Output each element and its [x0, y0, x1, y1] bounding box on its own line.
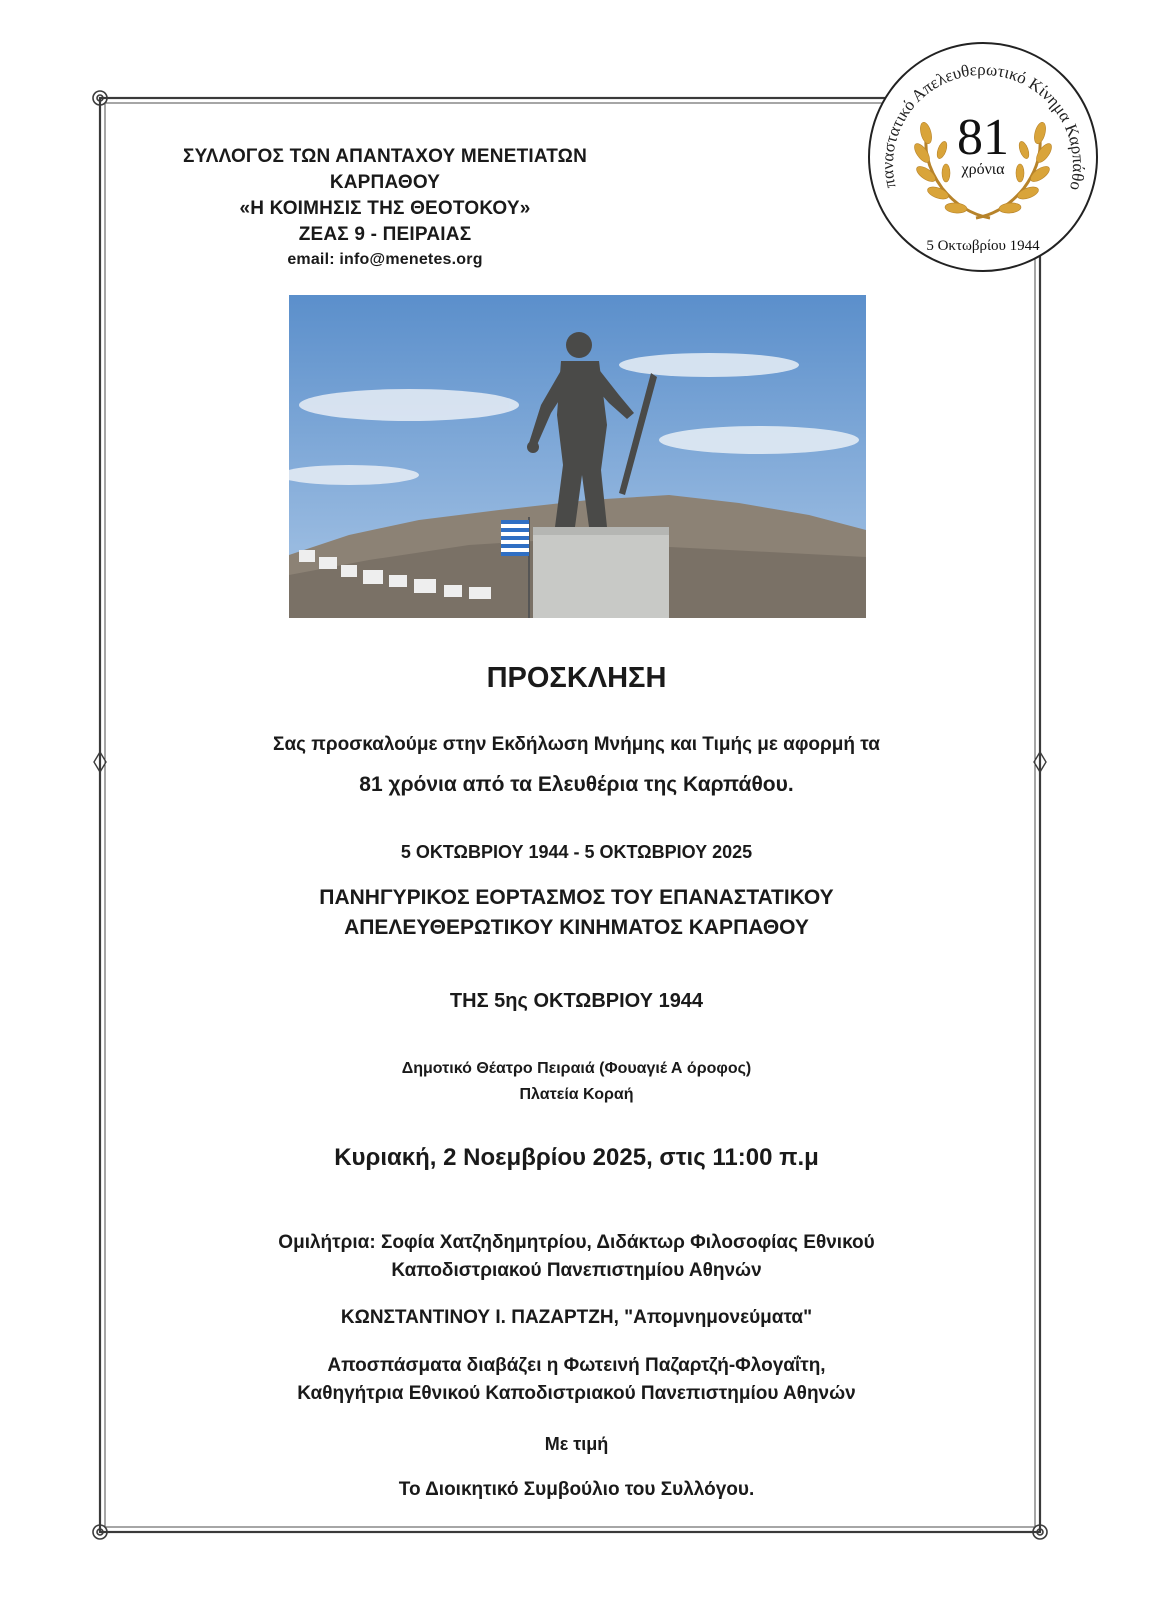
venue-square: Πλατεία Κοραή: [519, 1086, 634, 1103]
anniversary-dates: 5 ΟΚΤΩΒΡΙΟΥ 1944 - 5 ΟΚΤΩΒΡΙΟΥ 2025: [400, 842, 753, 862]
speaker-line1: Ομιλήτρια: Σοφία Χατζηδημητρίου, Διδάκτωρ Φιλοσοφίας Εθνικού: [278, 1232, 875, 1253]
association-island: ΚΑΡΠΑΘΟΥ: [329, 172, 441, 193]
seal-number: 81: [957, 109, 1009, 166]
reader: [100, 1352, 1053, 1408]
closing-honor: Με τιμή: [544, 1434, 609, 1454]
speaker-line2: Καποδιστριακού Πανεπιστημίου Αθηνών: [391, 1260, 762, 1281]
association-subtitle: «Η ΚΟΙΜΗΣΙΣ ΤΗΣ ΘΕΟΤΟΚΟΥ»: [239, 198, 531, 219]
uprising-date: ΤΗΣ 5ης ΟΚΤΩΒΡΙΟΥ 1944: [449, 990, 704, 1012]
association-name: ΣΥΛΛΟΓΟΣ ΤΩΝ ΑΠΑΝΤΑΧΟΥ ΜΕΝΕΤΙΑΤΩΝ: [182, 146, 588, 167]
seal-years: χρόνια: [961, 161, 1005, 178]
signature-board: Το Διοικητικό Συμβούλιο του Συλλόγου.: [398, 1479, 755, 1500]
celebration-heading-line2: ΑΠΕΛΕΥΘΕΡΩΤΙΚΟΥ ΚΙΝΗΜΑΤΟΣ ΚΑΡΠΑΘΟΥ: [344, 916, 809, 939]
invitation-intro: Σας προσκαλούμε στην Εκδήλωση Μνήμης και Τιμής με αφορμή τα: [273, 734, 880, 755]
event-datetime: Κυριακή, 2 Νοεμβρίου 2025, στις 11:00 π.μ: [334, 1144, 819, 1171]
association-header: [110, 144, 660, 272]
venue: [100, 1056, 1053, 1108]
association-address: ΖΕΑΣ 9 - ΠΕΙΡΑΙΑΣ: [298, 224, 472, 245]
seal-ring-text: παναστατικό Απελευθερωτικό Κίνημα Καρπάθο: [877, 59, 1089, 193]
association-email: email: info@menetes.org: [287, 251, 483, 268]
celebration-heading-line1: ΠΑΝΗΓΥΡΙΚΟΣ ΕΟΡΤΑΣΜΟΣ ΤΟΥ ΕΠΑΝΑΣΤΑΤΙΚΟΥ: [319, 886, 834, 909]
celebration-heading: [100, 883, 1053, 943]
reader-line1: Αποσπάσματα διαβάζει η Φωτεινή Παζαρτζή-Φλογαΐτη,: [327, 1355, 826, 1376]
anniversary-seal: [864, 38, 1102, 276]
reader-line2: Καθηγήτρια Εθνικού Καποδιστριακού Πανεπιστημίου Αθηνών: [297, 1383, 856, 1404]
monument-photo: [289, 295, 866, 618]
invitation-occasion: 81 χρόνια από τα Ελευθέρια της Καρπάθου.: [359, 773, 794, 796]
invitation-title: ΠΡΟΣΚΛΗΣΗ: [486, 662, 667, 694]
speaker: [100, 1229, 1053, 1285]
seal-date: 5 Οκτωβρίου 1944: [926, 238, 1040, 254]
venue-name: Δημοτικό Θέατρο Πειραιά (Φουαγιέ Α όροφος): [401, 1060, 752, 1077]
memoirs-title: ΚΩΝΣΤΑΝΤΙΝΟΥ Ι. ΠΑΖΑΡΤΖΗ, "Απομνημονεύματα": [340, 1307, 813, 1328]
